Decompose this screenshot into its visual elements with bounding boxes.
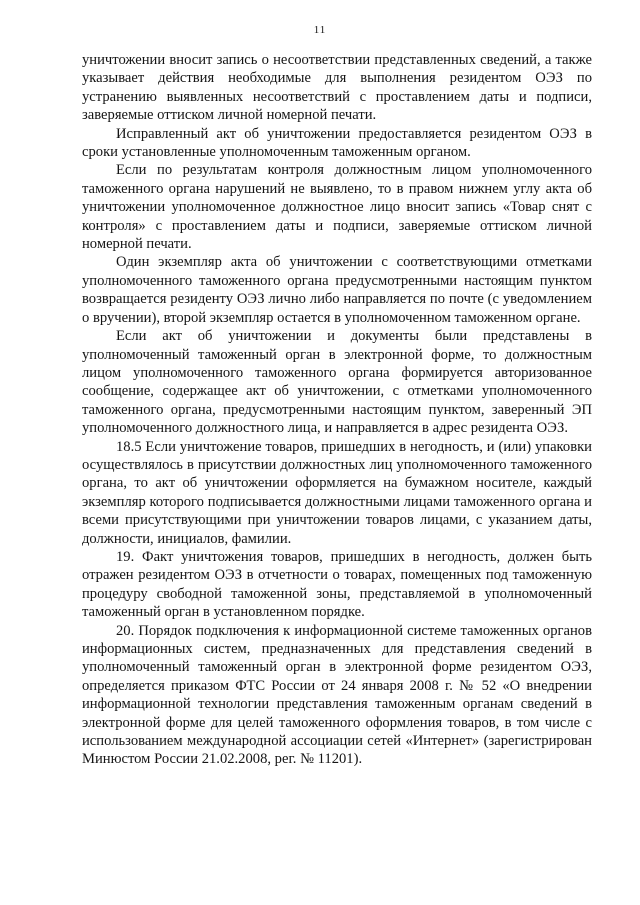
paragraph-20: 20. Порядок подключения к информационной системе таможенных органов информационных систем, предназначенных для представления сведений в уполномоченный таможенный орган в электронной форме резидентом ОЭЗ, определяется приказом ФТС России от 24 января 2008 г. № 52 «О внедрении информационной технологии представления таможенным органам сведений в электронной форме для целей таможенного оформления товаров, в том числе с использованием международной ассоциации сетей «Интернет» (зарегистрирован Минюстом России 21.02.2008, рег. № 11201). bbox=[82, 622, 592, 768]
document-body bbox=[82, 51, 592, 769]
paragraph-corrected-act: Исправленный акт об уничтожении предоставляется резидентом ОЭЗ в сроки установленные уполномоченным таможенным органом. bbox=[82, 125, 592, 161]
paragraph-19: 19. Факт уничтожения товаров, пришедших в негодность, должен быть отражен резидентом ОЭЗ в отчетности о товарах, помещенных под таможенную процедуру свободной таможенной зоны, представляемой в уполномоченный таможенный орган в установленном порядке. bbox=[82, 548, 592, 621]
paragraph-one-copy: Один экземпляр акта об уничтожении с соответствующими отметками уполномоченного таможенного органа предусмотренными настоящим пунктом возвращается резиденту ОЭЗ лично либо направляется по почте (с уведомлением о вручении), второй экземпляр остается в уполномоченном таможенном органе. bbox=[82, 254, 592, 326]
page-number: 11 bbox=[313, 24, 327, 36]
paragraph-continuation: уничтожении вносит запись о несоответствии представленных сведений, а также указывает действия необходимые для выполнения резидентом ОЭЗ по устранению выявленных несоответствий с проставлением даты и подписи, заверяемые оттиском личной номерной печати. bbox=[82, 52, 592, 124]
paragraph-no-violations: Если по результатам контроля должностным лицом уполномоченного таможенного органа нарушений не выявлено, то в правом нижнем углу акта об уничтожении уполномоченное должностное лицо вносит запись «Товар снят с контроля» с проставлением даты и подписи, заверяемые оттиском личной номерной печати. bbox=[82, 162, 592, 253]
paragraph-18-5: 18.5 Если уничтожение товаров, пришедших в негодность, и (или) упаковки осуществлялось в присутствии должностных лиц уполномоченного таможенного органа, то акт об уничтожении оформляется на бумажном носителе, каждый экземпляр которого подписывается должностными лицами таможенного органа и всеми присутствующими при уничтожении товаров лицами, с указанием даты, должности, инициалов, фамилии. bbox=[82, 438, 592, 547]
paragraph-electronic-form: Если акт об уничтожении и документы были представлены в уполномоченный таможенный орган в электронной форме, то должностным лицом уполномоченного таможенного органа формируется авторизованное сообщение, содержащее акт об уничтожении, с отметками уполномоченного таможенного органа, предусмотренными настоящим пунктом, заверенный ЭП уполномоченного должностного лица, и направляется в адрес резидента ОЭЗ. bbox=[82, 328, 592, 437]
